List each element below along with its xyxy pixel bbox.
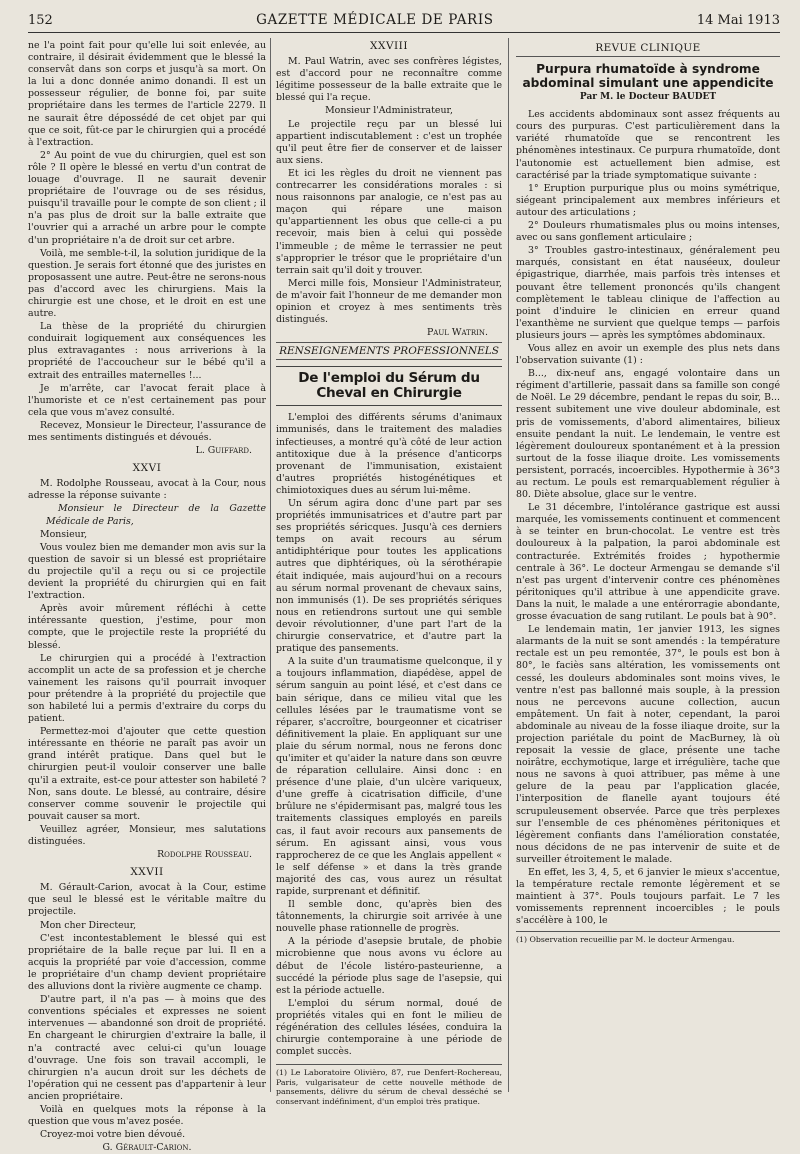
column-divider-2 bbox=[508, 38, 509, 1092]
paragraph: 2° Douleurs rhumatismales plus ou moins intenses, avec ou sans gonflement articulaire ; bbox=[516, 220, 780, 244]
paragraph: M. Rodolphe Rousseau, avocat à la Cour, nous adresse la réponse suivante : bbox=[28, 478, 266, 502]
paragraph: Le projectile reçu par un blessé lui appartient indiscutablement : c'est un trophée qu'il peut être fier de conserver et de laisser aux siens. bbox=[276, 118, 502, 166]
article-title: Purpura rhumatoïde à syndrome abdominal simulant une appendicite bbox=[522, 62, 774, 91]
paragraph: Je m'arrête, car l'avocat ferait place à l'humoriste et ce n'est certainement pas pour cela que vous m'avez consulté. bbox=[28, 382, 266, 418]
paragraph: 2° Au point de vue du chirurgien, quel est son rôle ? Il opère le blessé en vertu d'un contrat de louage d'ouvrage. Il ne saurait devenir propriétaire de l'ouvrage ou de ses résidus, puisqu'il travaille pour le compte de son client ; il n'a pas plus de droit sur la balle extraite que l'ouvrier qui a arraché un arbre pour le compte d'un propriétaire n'a de droit sur cet arbre. bbox=[28, 149, 266, 246]
paragraph: Croyez-moi votre bien dévoué. bbox=[40, 1129, 186, 1141]
paragraph: L'emploi du sérum normal, doué de propriétés vitales qui en font le milieu de régénération des cellules lésées, conduira la chirurgie contemporaine à une période de complet succès. bbox=[276, 997, 502, 1058]
section-number: XXVIII bbox=[370, 40, 408, 52]
paragraph: Permettez-moi d'ajouter que cette question intéressante en théorie ne paraît pas avoir un grand intérêt pratique. Dans quel but le chirurgien peut-il vouloir conserver une balle qu'il a extraite, est-ce pour attester son habileté ? Non, sans doute. Le blessé, au contraire, désire conserver comme souvenir le projectile qui pouvait causer sa mort. bbox=[28, 726, 266, 822]
salutation: Monsieur le Directeur de la Gazette Médicale de Paris, bbox=[46, 503, 266, 527]
paragraph: Et ici les règles du droit ne viennent pas contrecarrer les considérations morales : si nous raisonnons par analogie, ce n'est pas au maçon qui répare une maison qu'appartiennent les obus que celle-ci a pu recevoir, mais bien à celui qui possède l'immeuble ; de même le terrassier ne peut s'approprier le trésor que le propriétaire d'un terrain sait qu'il doit y trouver. bbox=[276, 167, 502, 276]
signature: L. Guiffard. bbox=[195, 445, 252, 457]
section-header: RENSEIGNEMENTS PROFESSIONNELS bbox=[276, 342, 502, 360]
salutation: Mon cher Directeur, bbox=[40, 919, 137, 931]
paragraph: 1° Eruption purpurique plus ou moins symétrique, siégeant principalement aux membres inférieurs et autour des articulations ; bbox=[516, 182, 780, 218]
paragraph: Recevez, Monsieur le Directeur, l'assurance de mes sentiments distingués et dévoués. bbox=[28, 419, 266, 443]
paragraph: Veuillez agréer, Monsieur, mes salutations distinguées. bbox=[28, 823, 266, 847]
page-header bbox=[28, 12, 780, 33]
salutation: Monsieur, bbox=[40, 528, 88, 540]
paragraph: Le lendemain matin, 1er janvier 1913, les signes alarmants de la nuit se sont amendés : la température rectale est un peu remontée, 37°, le pouls est bon à 80°, le faciès sans altération, les vomissements ont cessé, les douleurs abdominales sont moins vives, le ventre n'est pas ballonné mais souple, à la pression nous ne percevons aucune collection, aucun empâtement. Un fait à noter, cependant, la paroi abdominale au niveau de la fosse iliaque droite, sur la projection pariétale du point de MacBurney, là où reposait la vessie de glace, présente une tache noirâtre, ecchymotique, large et irrégulière, tache que nous ne savons à quoi attribuer, pas même à une gelure de la peau par l'application glacée, l'interposition de flanelle ayant toujours été scrupuleusement observée. Parce que très perplexes sur l'ensemble de ces phénomènes péritoniques et légèrement confiants dans l'amélioration constatée, nous décidons de ne pas intervenir de suite et de surveiller étroitement le malade. bbox=[516, 624, 780, 865]
paragraph: Les accidents abdominaux sont assez fréquents au cours des purpuras. C'est particulièrement dans la variété rhumatoïde que se rencontrent les phénomènes intestinaux. Ce purpura rhumatoïde, dont l'autonomie est actuellement bien admise, est caractérisé par la triade symptomatique suivante : bbox=[516, 109, 780, 181]
paragraph: Après avoir mûrement réfléchi à cette intéressante question, j'estime, pour mon compte, que le projectile reste la propriété du blessé. bbox=[28, 603, 266, 651]
paragraph: A la période d'asepsie brutale, de phobie microbienne que nous avons vu éclore au début de l'école listéro-pasteurienne, a succédé la période plus sage de l'asepsie, qui est la période actuelle. bbox=[276, 936, 502, 996]
paragraph: B..., dix-neuf ans, engagé volontaire dans un régiment d'artillerie, passait dans sa famille son congé de Noël. Le 29 décembre, pendant le repas du soir, B... ressent subitement une vive douleur abdominale, est pris de vomissements, d'abord alimentaires, bilieux ensuite pendant la nuit. Le lendemain, le ventre est légèrement douloureux spontanément et à la pression surtout de la fosse iliaque droite. Les vomissements persistent, porracés, incoercibles. Hypothermie à 36°3 au rectum. Le pouls est remarquablement régulier à 80. Diète absolue, glace sur le ventre. bbox=[516, 368, 780, 501]
paragraph: Vous voulez bien me demander mon avis sur la question de savoir si un blessé est propriétaire du projectile qu'il a reçu ou si ce projectile devient la propriété du chirurgien qui en fait l'extraction. bbox=[28, 541, 266, 602]
journal-title: GAZETTE MÉDICALE DE PARIS bbox=[256, 12, 494, 28]
page-number: 152 bbox=[28, 13, 53, 28]
paragraph: D'autre part, il n'a pas — à moins que des conventions spéciales et expresses ne soient intervenues — abandonné son droit de propriété. En chargeant le chirurgien d'extraire la balle, il n'a contracté avec celui-ci qu'un louage d'ouvrage. Une fois son travail accompli, le chirurgien n'a aucun droit sur les déchets de l'opération qui ne cessent pas d'appartenir à leur ancien propriétaire. bbox=[28, 994, 266, 1102]
article-author: Par M. le Docteur BAUDET bbox=[579, 92, 717, 103]
paragraph: Voilà, me semble-t-il, la solution juridique de la question. Je serais fort étonné que des juristes en proposassent une autre. Peut-être ne serons-nous pas d'accord avec les chirurgiens. Mais la chirurgie est une chose, et le droit en est une autre. bbox=[28, 247, 266, 320]
salutation: Monsieur l'Administrateur, bbox=[325, 105, 453, 117]
column-right bbox=[516, 40, 780, 1092]
paragraph: L'emploi des différents sérums d'animaux immunisés, dans le traitement des maladies infectieuses, a montré qu'à côté de leur action antitoxique due à la présence d'anticorps provenant de l'immunisation, existaient d'autres propriétés histogénétiques et chimiotoxiques dues au sérum lui-même. bbox=[276, 412, 502, 496]
footnote: (1) Le Laboratoire Olivièro, 87, rue Denfert-Rochereau, Paris, vulgarisateur de cette nouvelle méthode de pansements, délivre du sérum de cheval desséché se conservant indéfiniment, d'un emploi très pratique. bbox=[276, 1064, 502, 1106]
paragraph: A la suite d'un traumatisme quelconque, il y a toujours inflammation, diapédèse, appel de sérum sanguin au point lésé, et c'est dans ce bain sérique, dans ce milieu vital que les cellules lésées par le traumatisme vont se réparer, s'accroître, bourgeonner et cicatriser définitivement la plaie. En appliquant sur une plaie du sérum normal, nous ne ferons donc qu'imiter et qu'aider la nature dans son œuvre de réparation cellulaire. Ainsi donc : en présence d'une plaie, d'un ulcère variqueux, d'une greffe à cicatrisation difficile, d'une brûlure ne s'épidermisant pas, malgré tous les traitements classiques employés en pareils cas, il faut avoir recours aux pansements de sérum. En agissant ainsi, vous vous rapprocherez de ce que les Anglais appellent « le self défense » et dans la très grande majorité des cas, vous aurez un résultat rapide, surprenant et définitif. bbox=[276, 656, 502, 897]
paragraph: En effet, les 3, 4, 5, et 6 janvier le mieux s'accentue, la température rectale remonte légèrement et se maintient à 37°. Pouls toujours parfait. Le 7 les vomissements reprennent incoercibles ; le pouls s'accélère à 100, le bbox=[516, 867, 780, 927]
article-title: De l'emploi du Sérum du Cheval en Chirurgie bbox=[276, 366, 502, 406]
paragraph: Il semble donc, qu'après bien des tâtonnements, la chirurgie soit arrivée à une nouvelle phase rationnelle de progrès. bbox=[276, 899, 502, 935]
paragraph: Le 31 décembre, l'intolérance gastrique est aussi marquée, les vomissements continuent et commencent à se teinter en brun-chocolat. Le ventre est très douloureux à la palpation, la paroi abdominale est contracturée. Extrémités froides ; hypothermie centrale à 36°. Le docteur Armengau se demande s'il n'est pas urgent d'intervenir contre ces phénomènes péritoniques qu'il attribue à une appendicite grave. Dans la nuit, le malade a une entérorragie abondante, grosse évacuation de sang rutilant. Le pouls bat à 90°. bbox=[516, 502, 780, 623]
paragraph: Le chirurgien qui a procédé à l'extraction accomplit un acte de sa profession et je cherche vainement les raisons qu'il pourrait invoquer pour prétendre à la propriété du projectile que son habileté lui a permis d'extraire du corps du patient. bbox=[28, 652, 266, 725]
paragraph: Vous allez en avoir un exemple des plus nets dans l'observation suivante (1) : bbox=[516, 342, 780, 367]
issue-date: 14 Mai 1913 bbox=[696, 13, 780, 28]
paragraph: ne l'a point fait pour qu'elle lui soit enlevée, au contraire, il désirait évidemment que le blessé la conservât dans son corps et jusqu'à sa mort. On la lui a donc donnée animo donandi. Il est un possesseur régulier, de bonne foi, par suite propriétaire dans les termes de l'article 2279. Il ne saurait être dépossédé de cet objet par qui que ce soit, fût-ce par le chirurgien qui a procédé à l'extraction. bbox=[28, 40, 266, 148]
section-number: XXVI bbox=[132, 462, 162, 475]
column-left bbox=[28, 40, 266, 1154]
column-middle bbox=[276, 40, 502, 1106]
paragraph: M. Paul Watrin, avec ses confrères légistes, est d'accord pour ne reconnaître comme légitime possesseur de la balle extraite que le blessé qui l'a reçue. bbox=[276, 56, 502, 104]
section-number: XXVII bbox=[130, 866, 164, 879]
signature: G. Gérault-Carion. bbox=[102, 1142, 192, 1154]
footnote: (1) Observation recueillie par M. le docteur Armengau. bbox=[516, 931, 780, 946]
paragraph: Un sérum agira donc d'une part par ses propriétés immunisatrices et d'autre part par ses propriétés séricques. Jusqu'à ces derniers temps on avait recours au sérum antidiphtérique pour toutes les applications autres que diphtériques, où la sérothérapie était indiquée, mais aujourd'hui on a recours au sérum normal provenant de chevaux sains, non immunisés (1). De ses propriétés sériques nous en retiendrons surtout une qui semble devoir révolutionner, d'une part l'art de la chirurgie conservatrice, et d'autre part la pratique des pansements. bbox=[276, 498, 502, 655]
signature: Rodolphe Rousseau. bbox=[157, 849, 252, 861]
paragraph: M. Gérault-Carion, avocat à la Cour, estime que seul le blessé est le véritable maître du projectile. bbox=[28, 882, 266, 918]
paragraph: 3° Troubles gastro-intestinaux, généralement peu marqués, consistant en état nauséeux, douleur épigastrique, diarrhée, mais parfois très intenses et pouvant être tellement prononcés qu'ils changent complètement le tableau clinique de l'affection au point d'induire le clinicien en erreur quand l'exanthème ne survient que quelque temps — parfois plusieurs jours — après les symptômes abdominaux. bbox=[516, 245, 780, 341]
signature: Paul Watrin. bbox=[426, 327, 488, 339]
paragraph: La thèse de la propriété du chirurgien conduirait logiquement aux conséquences les plus extravagantes : nous arriverions à la propriété de l'accoucheur sur le bébé qu'il a extrait des entrailles maternelles !... bbox=[28, 321, 266, 381]
paragraph: Voilà en quelques mots la réponse à la question que vous m'avez posée. bbox=[28, 1103, 266, 1128]
column-divider-1 bbox=[270, 38, 271, 1092]
paragraph: Merci mille fois, Monsieur l'Administrateur, de m'avoir fait l'honneur de me demander mon opinion et croyez à mes sentiments très distingués. bbox=[276, 277, 502, 326]
section-header: REVUE CLINIQUE bbox=[516, 42, 780, 57]
paragraph: C'est incontestablement le blessé qui est propriétaire de la balle reçue par lui. Il en a acquis la propriété par voie d'accession, comme le propriétaire d'un champ devient propriétaire des alluvions dont la rivière augmente ce champ. bbox=[28, 932, 266, 993]
